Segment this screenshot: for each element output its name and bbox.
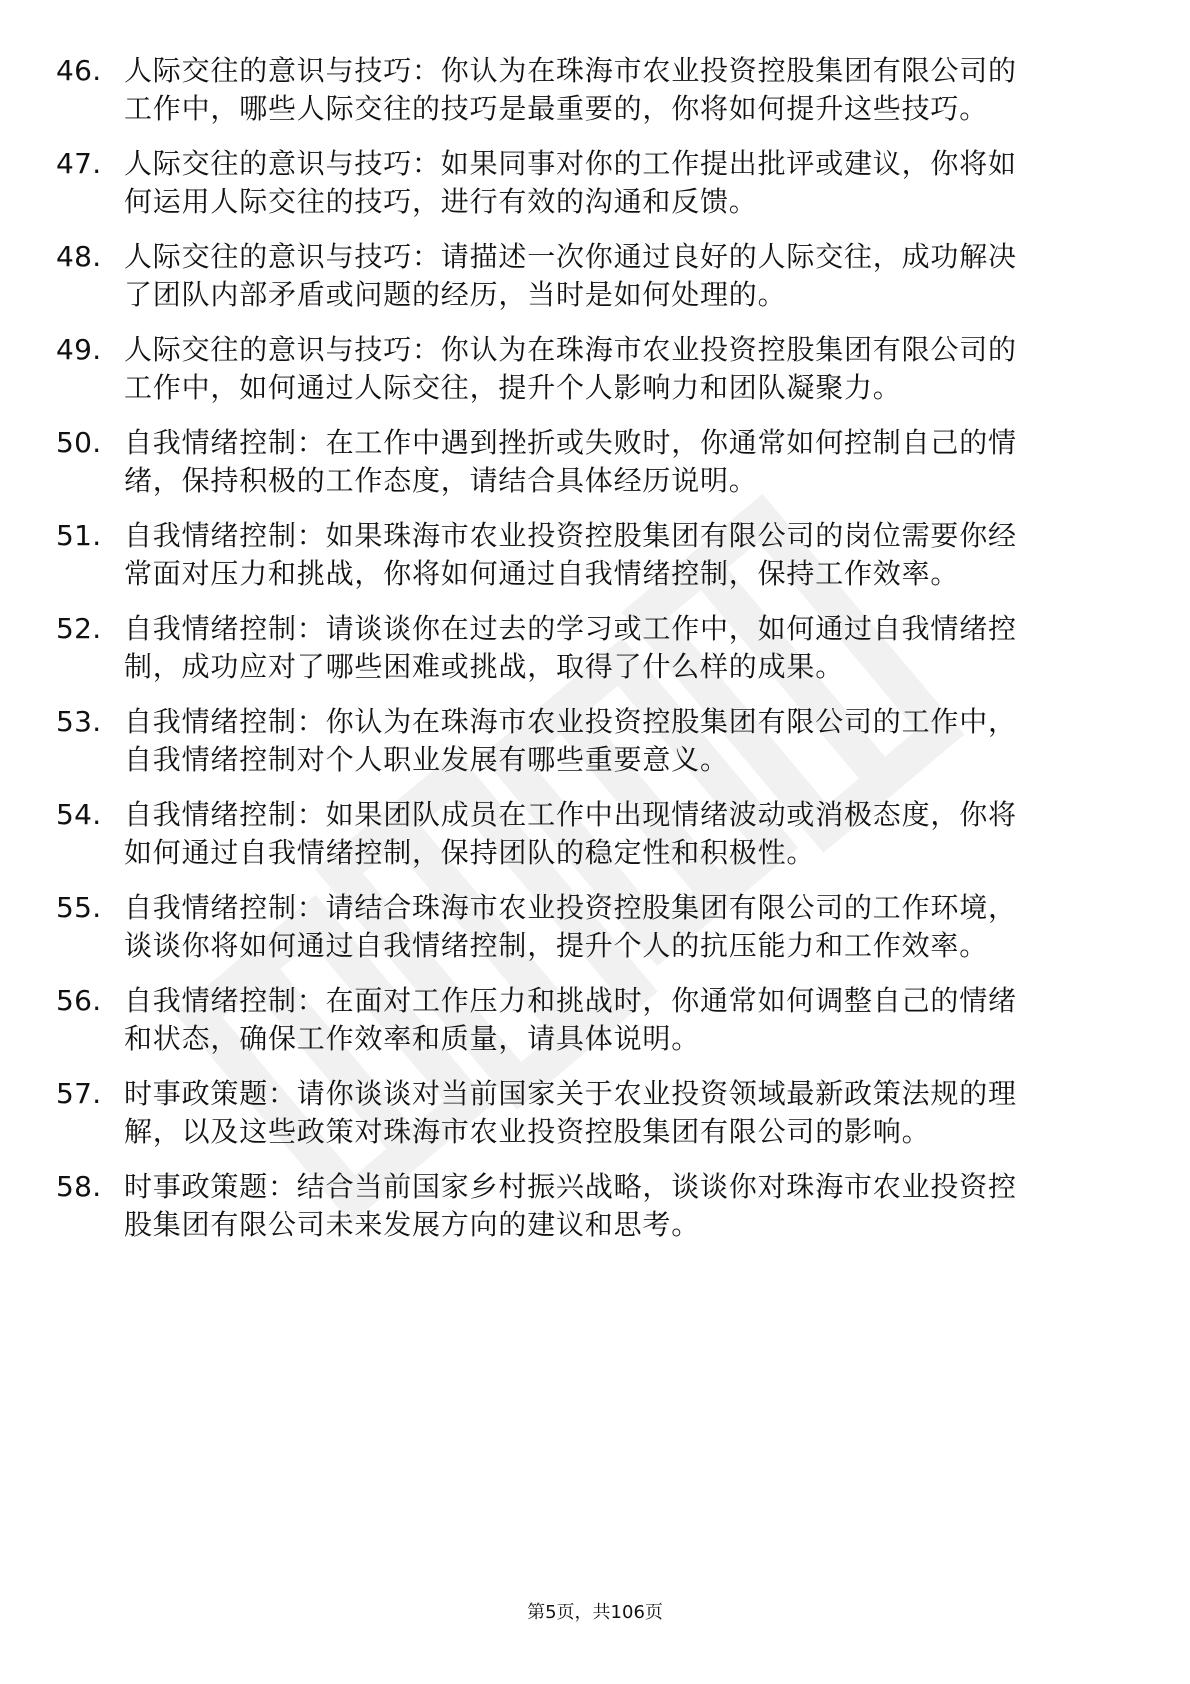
question-item — [0, 703, 1190, 779]
question-text: 人际交往的意识与技巧：如果同事对你的工作提出批评或建议，你将如何运用人际交往的技巧，进行有效的沟通和反馈。 — [124, 147, 1017, 218]
question-number: 48. — [56, 240, 102, 273]
question-number: 50. — [56, 426, 102, 459]
question-item — [0, 424, 1190, 500]
question-item — [0, 796, 1190, 872]
page-footer — [0, 1601, 1190, 1625]
question-number: 52. — [56, 612, 102, 645]
question-text: 人际交往的意识与技巧：请描述一次你通过良好的人际交往，成功解决了团队内部矛盾或问题的经历，当时是如何处理的。 — [124, 240, 1017, 311]
question-number: 54. — [56, 798, 102, 831]
question-text: 自我情绪控制：你认为在珠海市农业投资控股集团有限公司的工作中，自我情绪控制对个人职业发展有哪些重要意义。 — [124, 705, 1017, 776]
question-text: 自我情绪控制：如果珠海市农业投资控股集团有限公司的岗位需要你经常面对压力和挑战，你将如何通过自我情绪控制，保持工作效率。 — [124, 519, 1017, 590]
page-number-label: 第5页，共106页 — [527, 1602, 663, 1623]
question-item — [0, 52, 1190, 128]
question-number: 47. — [56, 147, 102, 180]
question-number: 57. — [56, 1077, 102, 1110]
question-text: 时事政策题：结合当前国家乡村振兴战略，谈谈你对珠海市农业投资控股集团有限公司未来发展方向的建议和思考。 — [124, 1170, 1017, 1241]
question-item — [0, 238, 1190, 314]
question-item — [0, 517, 1190, 593]
question-text: 人际交往的意识与技巧：你认为在珠海市农业投资控股集团有限公司的工作中，哪些人际交往的技巧是最重要的，你将如何提升这些技巧。 — [124, 54, 1017, 125]
question-text: 自我情绪控制：如果团队成员在工作中出现情绪波动或消极态度，你将如何通过自我情绪控制，保持团队的稳定性和积极性。 — [124, 798, 1017, 869]
question-number: 56. — [56, 984, 102, 1017]
question-item — [0, 1075, 1190, 1151]
question-number: 53. — [56, 705, 102, 738]
question-item — [0, 331, 1190, 407]
question-text: 自我情绪控制：在工作中遇到挫折或失败时，你通常如何控制自己的情绪，保持积极的工作态度，请结合具体经历说明。 — [124, 426, 1017, 497]
question-list — [0, 52, 1190, 1261]
question-number: 51. — [56, 519, 102, 552]
question-item — [0, 610, 1190, 686]
question-number: 55. — [56, 891, 102, 924]
question-text: 自我情绪控制：请结合珠海市农业投资控股集团有限公司的工作环境，谈谈你将如何通过自我情绪控制，提升个人的抗压能力和工作效率。 — [124, 891, 1017, 962]
question-text: 时事政策题：请你谈谈对当前国家关于农业投资领域最新政策法规的理解，以及这些政策对珠海市农业投资控股集团有限公司的影响。 — [124, 1077, 1017, 1148]
question-item — [0, 1168, 1190, 1244]
question-item — [0, 145, 1190, 221]
question-number: 58. — [56, 1170, 102, 1203]
question-number: 46. — [56, 54, 102, 87]
question-text: 人际交往的意识与技巧：你认为在珠海市农业投资控股集团有限公司的工作中，如何通过人际交往，提升个人影响力和团队凝聚力。 — [124, 333, 1017, 404]
question-item — [0, 982, 1190, 1058]
question-number: 49. — [56, 333, 102, 366]
question-text: 自我情绪控制：在面对工作压力和挑战时，你通常如何调整自己的情绪和状态，确保工作效率和质量，请具体说明。 — [124, 984, 1017, 1055]
question-text: 自我情绪控制：请谈谈你在过去的学习或工作中，如何通过自我情绪控制，成功应对了哪些困难或挑战，取得了什么样的成果。 — [124, 612, 1017, 683]
question-item — [0, 889, 1190, 965]
